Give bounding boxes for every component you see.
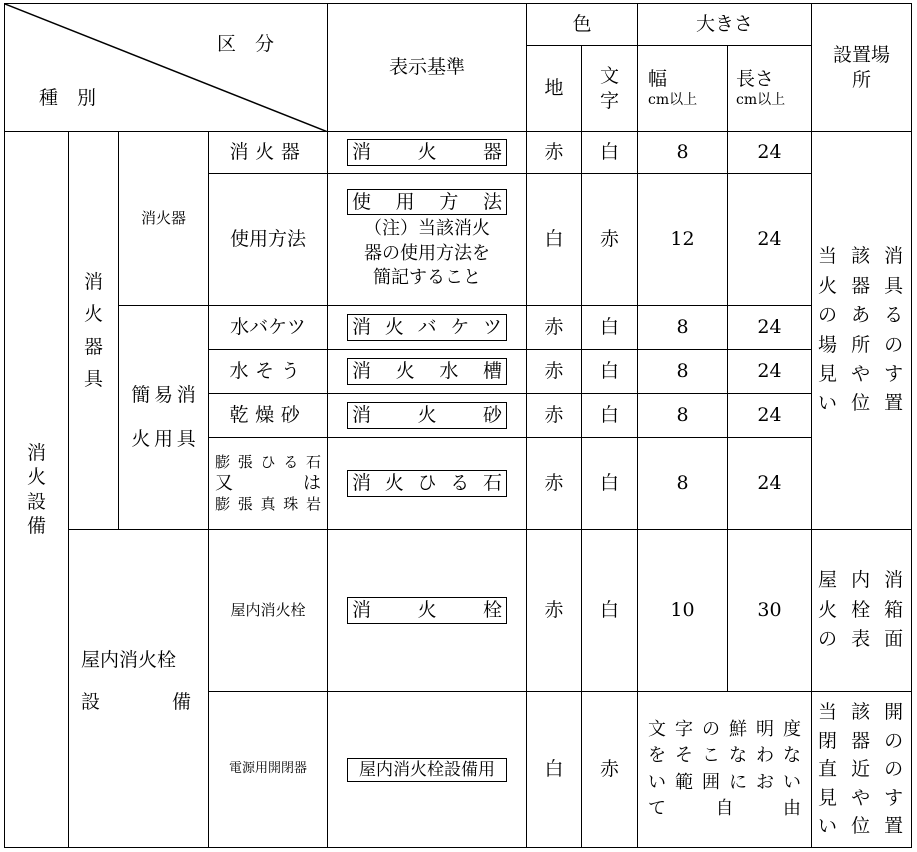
ji-dengen-kaiheiki: 白 — [527, 692, 582, 848]
sign-label-mizuso: 消 火 水 槽 — [347, 358, 507, 385]
ji-okunai-shokasen: 赤 — [527, 530, 582, 692]
ji-shiyo-hoho: 白 — [527, 174, 582, 306]
nagasa-shiyo-hoho: 24 — [728, 174, 812, 306]
haba-kansosha: 8 — [638, 394, 728, 438]
header-ji: 地 — [527, 46, 582, 132]
header-iro: 色 — [527, 4, 638, 46]
group-okunai-shokasen-setsubi: 屋内消火栓 設 備 — [69, 530, 209, 848]
item-bocho-hiruishi: 膨張ひる石 又 は 膨張真珠岩 — [209, 438, 328, 530]
ji-bocho-hiruishi: 赤 — [527, 438, 582, 530]
haba-bocho-hiruishi: 8 — [638, 438, 728, 530]
header-kubun: 区 分 — [217, 33, 275, 55]
nagasa-mizuso: 24 — [728, 350, 812, 394]
haba-mizu-baketsu: 8 — [638, 306, 728, 350]
signage-standards-table — [4, 3, 912, 848]
sign-label-dengen-kaiheiki: 屋内消火栓設備用 — [347, 758, 507, 782]
label-cell-shokaki — [328, 132, 527, 174]
item-dengen-kaiheiki: 電源用開閉器 — [209, 692, 328, 848]
sign-label-mizu-baketsu: 消火バケツ — [347, 314, 507, 341]
group-shoka-kigu: 消火器具 — [69, 132, 119, 530]
haba-mizuso: 8 — [638, 350, 728, 394]
moji-mizuso: 白 — [582, 350, 638, 394]
group-shokaki: 消火器 — [119, 132, 209, 306]
sign-label-okunai-shokasen: 消 火 栓 — [347, 597, 507, 624]
item-mizuso: 水そう — [209, 350, 328, 394]
header-ookisa: 大きさ — [638, 4, 812, 46]
label-cell-mizu-baketsu — [328, 306, 527, 350]
nagasa-shokaki: 24 — [728, 132, 812, 174]
header-haba: 幅 cm以上 — [638, 46, 728, 132]
item-shokaki: 消火器 — [209, 132, 328, 174]
moji-mizu-baketsu: 白 — [582, 306, 638, 350]
label-cell-okunai-shokasen — [328, 530, 527, 692]
item-shiyo-hoho: 使用方法 — [209, 174, 328, 306]
moji-bocho-hiruishi: 白 — [582, 438, 638, 530]
signage-standards-table-wrapper — [4, 3, 911, 847]
sign-label-kansosha: 消 火 砂 — [347, 402, 507, 429]
label-cell-dengen-kaiheiki — [328, 692, 527, 848]
moji-kansosha: 白 — [582, 394, 638, 438]
moji-dengen-kaiheiki: 赤 — [582, 692, 638, 848]
nagasa-mizu-baketsu: 24 — [728, 306, 812, 350]
ji-kansosha: 赤 — [527, 394, 582, 438]
header-secchi-basho: 設置場所 — [812, 4, 912, 132]
note-shiyo-hoho: （注）当該消火 器の使用方法を 簡記すること — [364, 218, 490, 288]
moji-okunai-shokasen: 白 — [582, 530, 638, 692]
item-okunai-shokasen: 屋内消火栓 — [209, 530, 328, 692]
label-cell-bocho-hiruishi — [328, 438, 527, 530]
place-kigu: 当該消 火器具 のある 場所の 見やす い位置 — [812, 132, 912, 530]
label-cell-shiyo-hoho — [328, 174, 527, 306]
header-corner-cell — [5, 4, 328, 132]
sign-label-shokaki: 消 火 器 — [347, 139, 507, 166]
header-diagonal-line — [5, 4, 328, 132]
label-cell-mizuso — [328, 350, 527, 394]
label-cell-kansosha — [328, 394, 527, 438]
moji-shokaki: 白 — [582, 132, 638, 174]
nagasa-bocho-hiruishi: 24 — [728, 438, 812, 530]
group-shoka-setsubi: 消火設備 — [5, 132, 69, 848]
header-hyoji-kijun: 表示基準 — [328, 4, 527, 132]
ji-shokaki: 赤 — [527, 132, 582, 174]
size-free-dengen-kaiheiki: 文字の鮮明度 をそこなわな い範囲におい て 自 由 — [638, 692, 812, 848]
sign-label-shiyo-hoho: 使 用 方 法 — [347, 189, 507, 216]
item-kansosha: 乾燥砂 — [209, 394, 328, 438]
nagasa-kansosha: 24 — [728, 394, 812, 438]
haba-shiyo-hoho: 12 — [638, 174, 728, 306]
header-nagasa: 長さ cm以上 — [728, 46, 812, 132]
header-shubetsu: 種 別 — [39, 87, 97, 109]
moji-shiyo-hoho: 赤 — [582, 174, 638, 306]
haba-okunai-shokasen: 10 — [638, 530, 728, 692]
ji-mizuso: 赤 — [527, 350, 582, 394]
nagasa-okunai-shokasen: 30 — [728, 530, 812, 692]
haba-shokaki: 8 — [638, 132, 728, 174]
group-kan-i-shoka-yogu: 簡易消火用具 — [119, 306, 209, 530]
place-okunai-shokasen: 屋内消 火栓箱 の表面 — [812, 530, 912, 692]
header-moji: 文字 — [582, 46, 638, 132]
sign-label-bocho-hiruishi: 消火ひる石 — [347, 470, 507, 497]
item-mizu-baketsu: 水バケツ — [209, 306, 328, 350]
ji-mizu-baketsu: 赤 — [527, 306, 582, 350]
place-dengen-kaiheiki: 当該開 閉器の 直近の 見やす い位置 — [812, 692, 912, 848]
